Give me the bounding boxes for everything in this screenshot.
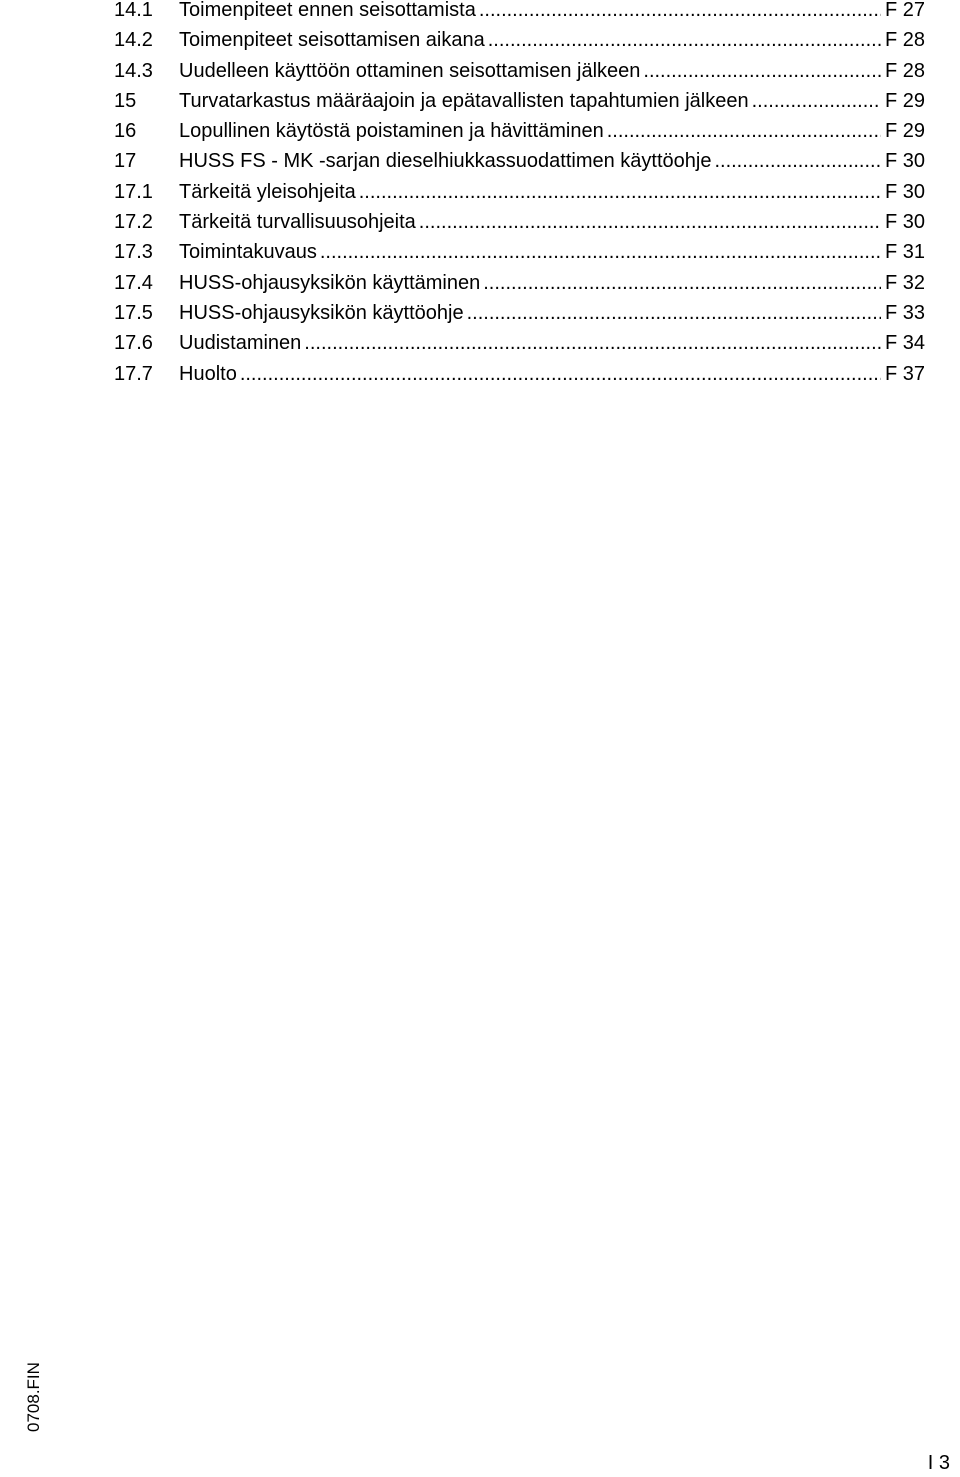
toc-entry-title: HUSS-ohjausyksikön käyttäminen: [179, 271, 481, 294]
toc-entry[interactable]: [114, 0, 925, 25]
toc-entry-title: Toimenpiteet seisottamisen aikana: [179, 29, 485, 52]
toc-entry-number: 14.2: [114, 29, 153, 52]
dot-leader: [643, 56, 881, 86]
toc-entry-title: Huolto: [179, 362, 237, 385]
toc-entry[interactable]: [114, 86, 925, 116]
toc-entry-page: F 30: [884, 211, 925, 234]
dot-leader: [240, 359, 881, 389]
dot-leader: [488, 25, 881, 55]
dot-leader: [752, 86, 881, 116]
toc-entry-number: 17.6: [114, 332, 153, 355]
page-number: I 3: [927, 1452, 950, 1474]
toc-entry[interactable]: [114, 328, 925, 358]
toc-entry-page: F 31: [884, 241, 925, 264]
dot-leader: [714, 146, 881, 176]
table-of-contents: [114, 0, 925, 389]
toc-entry-number: 14.3: [114, 59, 153, 82]
toc-entry[interactable]: [114, 177, 925, 207]
toc-entry[interactable]: [114, 56, 925, 86]
toc-entry[interactable]: [114, 359, 925, 389]
toc-entry-number: 14.1: [114, 0, 153, 21]
toc-entry-page: F 32: [884, 271, 925, 294]
dot-leader: [479, 0, 881, 25]
toc-entry-title: Turvatarkastus määräajoin ja epätavallisten tapahtumien jälkeen: [179, 89, 749, 112]
toc-entry-number: 15: [114, 89, 137, 112]
toc-entry-page: F 29: [884, 120, 925, 143]
toc-entry-title: Toimintakuvaus: [179, 241, 317, 264]
toc-entry-page: F 28: [884, 29, 925, 52]
toc-entry[interactable]: [114, 207, 925, 237]
toc-entry-page: F 27: [884, 0, 925, 21]
toc-entry-number: 17.3: [114, 241, 153, 264]
toc-entry-number: 16: [114, 120, 137, 143]
toc-entry[interactable]: [114, 237, 925, 267]
toc-entry[interactable]: [114, 268, 925, 298]
toc-entry-page: F 28: [884, 59, 925, 82]
toc-entry-title: Tärkeitä yleisohjeita: [179, 180, 356, 203]
dot-leader: [483, 268, 881, 298]
toc-entry-number: 17.7: [114, 362, 153, 385]
toc-entry-title: HUSS-ohjausyksikön käyttöohje: [179, 301, 464, 324]
toc-entry-number: 17.5: [114, 301, 153, 324]
toc-entry-page: F 34: [884, 332, 925, 355]
toc-entry-title: Toimenpiteet ennen seisottamista: [179, 0, 476, 21]
toc-entry[interactable]: [114, 298, 925, 328]
dot-leader: [320, 237, 881, 267]
toc-entry-title: Uudelleen käyttöön ottaminen seisottamisen jälkeen: [179, 59, 641, 82]
toc-entry-title: Uudistaminen: [179, 332, 302, 355]
toc-entry-number: 17.2: [114, 211, 153, 234]
toc-entry-page: F 37: [884, 362, 925, 385]
dot-leader: [607, 116, 881, 146]
toc-entry-number: 17.1: [114, 180, 153, 203]
dot-leader: [359, 177, 881, 207]
toc-entry-number: 17.4: [114, 271, 153, 294]
dot-leader: [419, 207, 881, 237]
toc-entry[interactable]: [114, 116, 925, 146]
toc-entry-number: 17: [114, 150, 137, 173]
dot-leader: [304, 328, 881, 358]
document-code: 0708.FIN: [24, 1362, 43, 1432]
toc-entry[interactable]: [114, 146, 925, 176]
toc-entry-page: F 30: [884, 180, 925, 203]
toc-entry-page: F 33: [884, 301, 925, 324]
toc-entry-title: HUSS FS - MK -sarjan dieselhiukkassuodattimen käyttöohje: [179, 150, 712, 173]
toc-entry-page: F 30: [884, 150, 925, 173]
toc-entry-title: Tärkeitä turvallisuusohjeita: [179, 211, 416, 234]
dot-leader: [467, 298, 881, 328]
toc-entry[interactable]: [114, 25, 925, 55]
toc-entry-page: F 29: [884, 89, 925, 112]
toc-entry-title: Lopullinen käytöstä poistaminen ja hävittäminen: [179, 120, 604, 143]
